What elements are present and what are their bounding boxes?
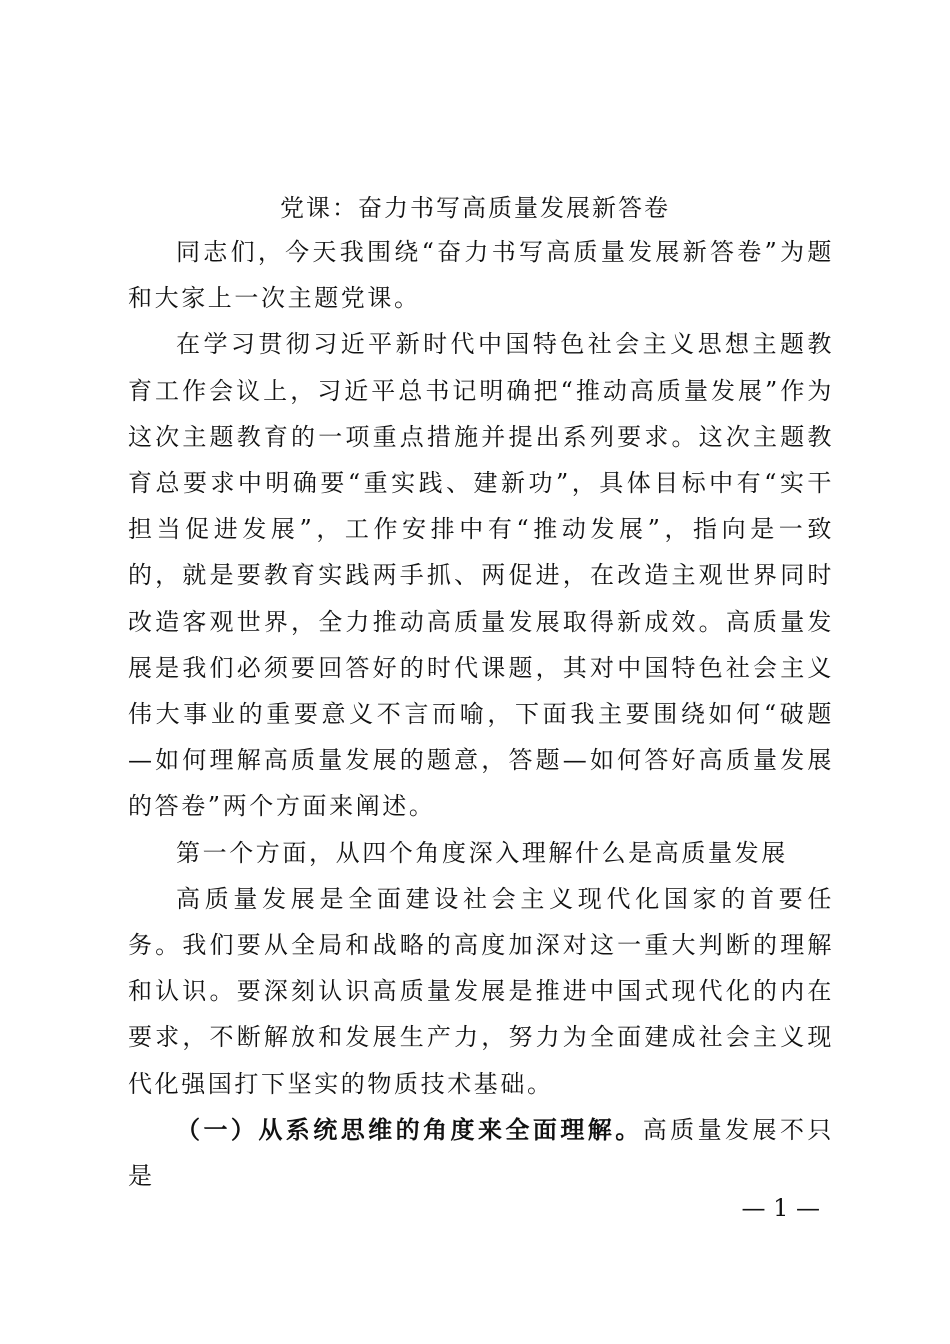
paragraph-intro: 同志们，今天我围绕“奋力书写高质量发展新答卷”为题和大家上一次主题党课。 xyxy=(128,238,834,313)
subsection-text-1: 高质量发展不只是 xyxy=(128,1115,834,1191)
section-heading-1: 第一个方面，从四个角度深入理解什么是高质量发展 xyxy=(176,838,788,867)
document-title: 党课：奋力书写高质量发展新答卷 xyxy=(280,194,670,222)
paragraph-subsection-1 xyxy=(128,1107,834,1199)
paragraph-background: 在学习贯彻习近平新时代中国特色社会主义思想主题教育工作会议上，习近平总书记明确把“推动高质量发展”作为这次主题教育的一项重点措施并提出系列要求。这次主题教育总要求中明确要“重实践、建新功”，具体目标中有“实干担当促进发展”，工作安排中有“推动发展”，指向是一致的，就是要教育实践两手抓、两促进，在改造主观世界同时改造客观世界，全力推动高质量发展取得新成效。高质量发展是我们必须要回答好的时代课题，其对中国特色社会主义伟大事业的重要意义不言而喻，下面我主要围绕如何“破题—如何理解高质量发展的题意，答题—如何答好高质量发展的答卷”两个方面来阐述。 xyxy=(128,330,834,821)
paragraph-section-1-intro: 高质量发展是全面建设社会主义现代化国家的首要任务。我们要从全局和战略的高度加深对这一重大判断的理解和认识。要深刻认识高质量发展是推进中国式现代化的内在要求，不断解放和发展生产力，努力为全面建成社会主义现代化强国打下坚实的物质技术基础。 xyxy=(128,884,834,1098)
page-number: — 1 — xyxy=(741,1194,820,1222)
document-body xyxy=(128,229,834,1199)
subsection-heading-1: （一）从系统思维的角度来全面理解。 xyxy=(176,1114,643,1144)
